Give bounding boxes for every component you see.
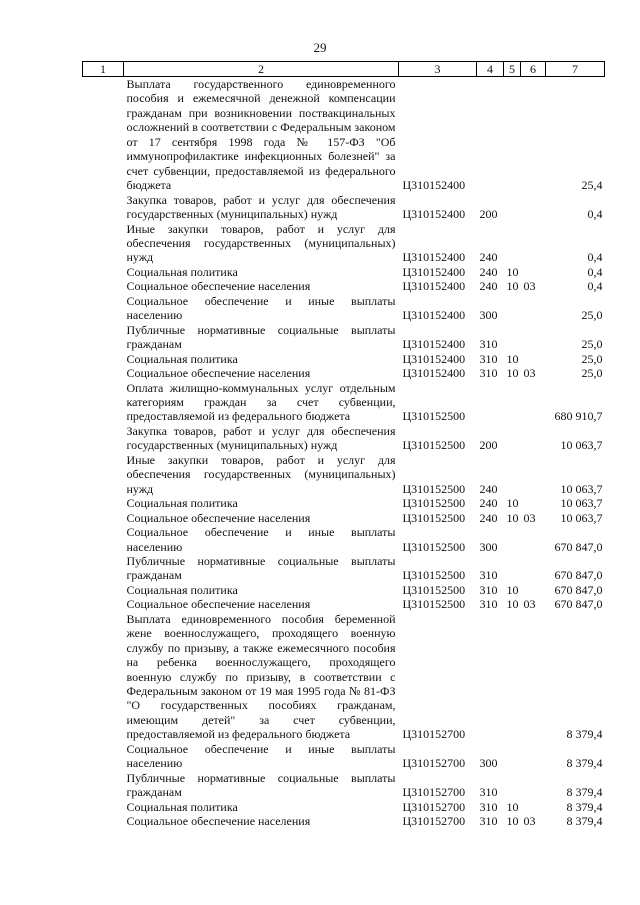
- row-amount: 25,0: [581, 351, 603, 366]
- row-amount: 8 379,4: [566, 756, 603, 771]
- row-col-1: [83, 352, 124, 366]
- row-expense-type: 300: [479, 756, 498, 771]
- row-col-1: [83, 424, 124, 453]
- row-target-code: Ц310152700: [402, 727, 466, 742]
- row-target-code: Ц310152400: [402, 308, 466, 323]
- header-col-3: 3: [399, 62, 477, 77]
- table-row: [83, 496, 605, 510]
- row-amount: 8 379,4: [566, 799, 603, 814]
- row-amount: 0,4: [587, 279, 603, 294]
- row-target-code: Ц310152400: [402, 178, 466, 193]
- row-col-1: [83, 265, 124, 279]
- row-description: Социальная политика: [126, 351, 238, 366]
- row-subsection: [521, 381, 546, 424]
- row-expense-type: 240: [479, 481, 498, 496]
- row-amount: 25,0: [581, 366, 603, 381]
- header-col-1: 1: [83, 62, 124, 77]
- table-row: [83, 583, 605, 597]
- row-description: Публичные нормативные социальные выплаты гражданам: [126, 770, 396, 800]
- table-row: [83, 597, 605, 611]
- row-col-1: [83, 612, 124, 742]
- row-amount: 10 063,7: [560, 510, 603, 525]
- row-description: Выплата государственного единовременного пособия и ежемесячной денежной компенсации гражданам при возникновении поствакцинальных осложнений в соответствии с Федеральным законом от 17 сентября 1998 года № 157-ФЗ "Об иммунопрофилактике инфекционных болезней" за счет субвенции, предоставляемой из федерального бюджета: [126, 77, 396, 193]
- table-row: [83, 352, 605, 366]
- table-row: [83, 294, 605, 323]
- row-amount: 0,4: [587, 250, 603, 265]
- row-col-1: [83, 222, 124, 265]
- row-description: Социальная политика: [126, 582, 238, 597]
- table-row: [83, 511, 605, 525]
- row-section: [504, 525, 521, 554]
- table-row: [83, 742, 605, 771]
- row-amount: 10 063,7: [560, 481, 603, 496]
- row-section: [504, 193, 521, 222]
- row-description: Социальное обеспечение населения: [126, 510, 311, 525]
- header-col-5: 5: [504, 62, 521, 77]
- row-section: [504, 424, 521, 453]
- row-subsection: [521, 265, 546, 279]
- row-section: [504, 612, 521, 742]
- row-description: Социальное обеспечение и иные выплаты населению: [126, 741, 396, 771]
- row-description: Социальная политика: [126, 264, 238, 279]
- row-expense-type: 310: [479, 597, 498, 612]
- row-target-code: Ц310152700: [402, 814, 466, 829]
- row-section: 10: [506, 279, 519, 294]
- row-expense-type: [477, 612, 504, 742]
- header-col-6: 6: [521, 62, 546, 77]
- row-subsection: [521, 612, 546, 742]
- row-subsection: [521, 222, 546, 265]
- page-number: 29: [313, 40, 327, 55]
- row-target-code: Ц310152500: [402, 568, 466, 583]
- row-subsection: [521, 294, 546, 323]
- row-description: Социальное обеспечение и иные выплаты населению: [126, 525, 396, 554]
- header-col-2: 2: [124, 62, 399, 77]
- row-subsection: [521, 583, 546, 597]
- row-expense-type: [477, 381, 504, 424]
- row-expense-type: 240: [479, 496, 498, 511]
- row-subsection: [521, 800, 546, 814]
- row-expense-type: 310: [479, 351, 498, 366]
- row-subsection: [521, 525, 546, 554]
- table-row: [83, 279, 605, 293]
- row-col-1: [83, 597, 124, 611]
- budget-table: [82, 61, 605, 829]
- row-subsection: [521, 352, 546, 366]
- row-subsection: [521, 323, 546, 352]
- row-subsection: 03: [523, 814, 536, 829]
- row-expense-type: 310: [479, 582, 498, 597]
- row-subsection: 03: [523, 597, 536, 612]
- row-amount: 25,0: [581, 308, 603, 323]
- row-amount: 0,4: [587, 264, 603, 279]
- row-col-1: [83, 77, 124, 193]
- row-section: [504, 222, 521, 265]
- row-section: 10: [506, 582, 519, 597]
- row-target-code: Ц310152500: [402, 481, 466, 496]
- row-amount: 8 379,4: [566, 727, 603, 742]
- row-target-code: Ц310152400: [402, 264, 466, 279]
- table-row: [83, 366, 605, 380]
- row-section: 10: [506, 799, 519, 814]
- row-amount: 8 379,4: [566, 814, 603, 829]
- row-target-code: Ц310152500: [402, 582, 466, 597]
- row-amount: 670 847,0: [554, 568, 603, 583]
- row-col-1: [83, 583, 124, 597]
- row-target-code: Ц310152400: [402, 366, 466, 381]
- row-section: [504, 742, 521, 771]
- table-row: [83, 265, 605, 279]
- row-section: [504, 381, 521, 424]
- row-expense-type: 310: [479, 337, 498, 352]
- row-expense-type: 300: [479, 539, 498, 554]
- row-target-code: Ц310152400: [402, 279, 466, 294]
- row-expense-type: 200: [479, 207, 498, 222]
- table-row: [83, 554, 605, 583]
- row-section: [504, 77, 521, 193]
- row-subsection: 03: [523, 279, 536, 294]
- row-section: 10: [506, 264, 519, 279]
- row-col-1: [83, 453, 124, 496]
- row-target-code: Ц310152700: [402, 785, 466, 800]
- row-description: Закупка товаров, работ и услуг для обеспечения государственных (муниципальных) нужд: [126, 423, 396, 453]
- row-col-1: [83, 525, 124, 554]
- table-row: [83, 193, 605, 222]
- row-description: Иные закупки товаров, работ и услуг для обеспечения государственных (муниципальных) нужд: [126, 221, 396, 265]
- table-row: [83, 800, 605, 814]
- row-section: [504, 453, 521, 496]
- row-section: 10: [506, 351, 519, 366]
- row-subsection: [521, 742, 546, 771]
- row-subsection: [521, 554, 546, 583]
- table-row: [83, 222, 605, 265]
- row-description: Публичные нормативные социальные выплаты гражданам: [126, 322, 396, 352]
- table-row: [83, 771, 605, 800]
- row-amount: 670 847,0: [554, 582, 603, 597]
- row-col-1: [83, 193, 124, 222]
- row-description: Оплата жилищно-коммунальных услуг отдельным категориям граждан за счет субвенции, предоставляемой из федерального бюджета: [126, 380, 396, 424]
- row-target-code: Ц310152400: [402, 351, 466, 366]
- table-row: [83, 814, 605, 828]
- row-target-code: Ц310152500: [402, 510, 466, 525]
- row-col-1: [83, 323, 124, 352]
- row-subsection: [521, 77, 546, 193]
- table-row: [83, 323, 605, 352]
- row-col-1: [83, 366, 124, 380]
- row-amount: 670 847,0: [554, 539, 603, 554]
- header-col-4: 4: [477, 62, 504, 77]
- row-col-1: [83, 742, 124, 771]
- row-col-1: [83, 554, 124, 583]
- row-description: Выплата единовременного пособия беременной жене военнослужащего, проходящего военную службу по призыву, а также ежемесячного пособия на ребенка военнослужащего, проходящего военную службу по призыву, в соответствии с Федеральным законом от 19 мая 1995 года № 81-ФЗ "О государственных пособиях гражданам, имеющим детей" за счет субвенции, предоставляемой из федерального бюджета: [126, 611, 396, 742]
- row-expense-type: 310: [479, 568, 498, 583]
- row-expense-type: 240: [479, 279, 498, 294]
- row-section: 10: [506, 510, 519, 525]
- row-description: Публичные нормативные социальные выплаты гражданам: [126, 553, 396, 583]
- row-section: 10: [506, 366, 519, 381]
- row-col-1: [83, 279, 124, 293]
- row-target-code: Ц310152500: [402, 597, 466, 612]
- header-col-7: 7: [546, 62, 605, 77]
- row-amount: 670 847,0: [554, 597, 603, 612]
- row-expense-type: 200: [479, 438, 498, 453]
- row-subsection: [521, 193, 546, 222]
- table-row: [83, 77, 605, 193]
- row-amount: 10 063,7: [560, 496, 603, 511]
- row-col-1: [83, 814, 124, 828]
- row-section: [504, 323, 521, 352]
- row-description: Закупка товаров, работ и услуг для обеспечения государственных (муниципальных) нужд: [126, 192, 396, 222]
- row-expense-type: 310: [479, 366, 498, 381]
- row-subsection: [521, 424, 546, 453]
- row-target-code: Ц310152400: [402, 337, 466, 352]
- row-target-code: Ц310152400: [402, 250, 466, 265]
- row-target-code: Ц310152700: [402, 799, 466, 814]
- table-row: [83, 424, 605, 453]
- row-target-code: Ц310152500: [402, 496, 466, 511]
- row-target-code: Ц310152500: [402, 438, 466, 453]
- table-row: [83, 612, 605, 742]
- row-col-1: [83, 294, 124, 323]
- row-description: Социальное обеспечение населения: [126, 366, 311, 381]
- row-target-code: Ц310152700: [402, 756, 466, 771]
- row-target-code: Ц310152500: [402, 539, 466, 554]
- row-amount: 25,4: [581, 178, 603, 193]
- column-number-header: [83, 62, 605, 77]
- table-row: [83, 525, 605, 554]
- table-row: [83, 381, 605, 424]
- row-amount: 8 379,4: [566, 785, 603, 800]
- row-target-code: Ц310152500: [402, 409, 466, 424]
- row-description: Социальная политика: [126, 799, 238, 814]
- row-expense-type: 310: [479, 799, 498, 814]
- table-row: [83, 453, 605, 496]
- row-description: Иные закупки товаров, работ и услуг для обеспечения государственных (муниципальных) нужд: [126, 452, 396, 496]
- row-subsection: 03: [523, 510, 536, 525]
- row-section: [504, 771, 521, 800]
- row-expense-type: [477, 77, 504, 193]
- row-description: Социальная политика: [126, 496, 238, 511]
- row-section: [504, 294, 521, 323]
- row-amount: 25,0: [581, 337, 603, 352]
- row-col-1: [83, 800, 124, 814]
- row-subsection: [521, 496, 546, 510]
- row-description: Социальное обеспечение населения: [126, 814, 311, 829]
- row-section: 10: [506, 814, 519, 829]
- row-description: Социальное обеспечение населения: [126, 279, 311, 294]
- row-amount: 0,4: [587, 207, 603, 222]
- row-expense-type: 300: [479, 308, 498, 323]
- row-col-1: [83, 496, 124, 510]
- row-subsection: [521, 771, 546, 800]
- row-col-1: [83, 771, 124, 800]
- row-subsection: [521, 453, 546, 496]
- row-expense-type: 240: [479, 264, 498, 279]
- row-amount: 680 910,7: [554, 409, 603, 424]
- row-section: [504, 554, 521, 583]
- row-expense-type: 240: [479, 250, 498, 265]
- row-section: 10: [506, 496, 519, 511]
- row-target-code: Ц310152400: [402, 207, 466, 222]
- row-col-1: [83, 381, 124, 424]
- table-body: [83, 77, 605, 829]
- row-expense-type: 240: [479, 510, 498, 525]
- row-expense-type: 310: [479, 814, 498, 829]
- row-description: Социальное обеспечение и иные выплаты населению: [126, 293, 396, 323]
- row-section: 10: [506, 597, 519, 612]
- row-col-1: [83, 511, 124, 525]
- row-expense-type: 310: [479, 785, 498, 800]
- row-amount: 10 063,7: [560, 438, 603, 453]
- row-description: Социальное обеспечение населения: [126, 597, 311, 612]
- row-subsection: 03: [523, 366, 536, 381]
